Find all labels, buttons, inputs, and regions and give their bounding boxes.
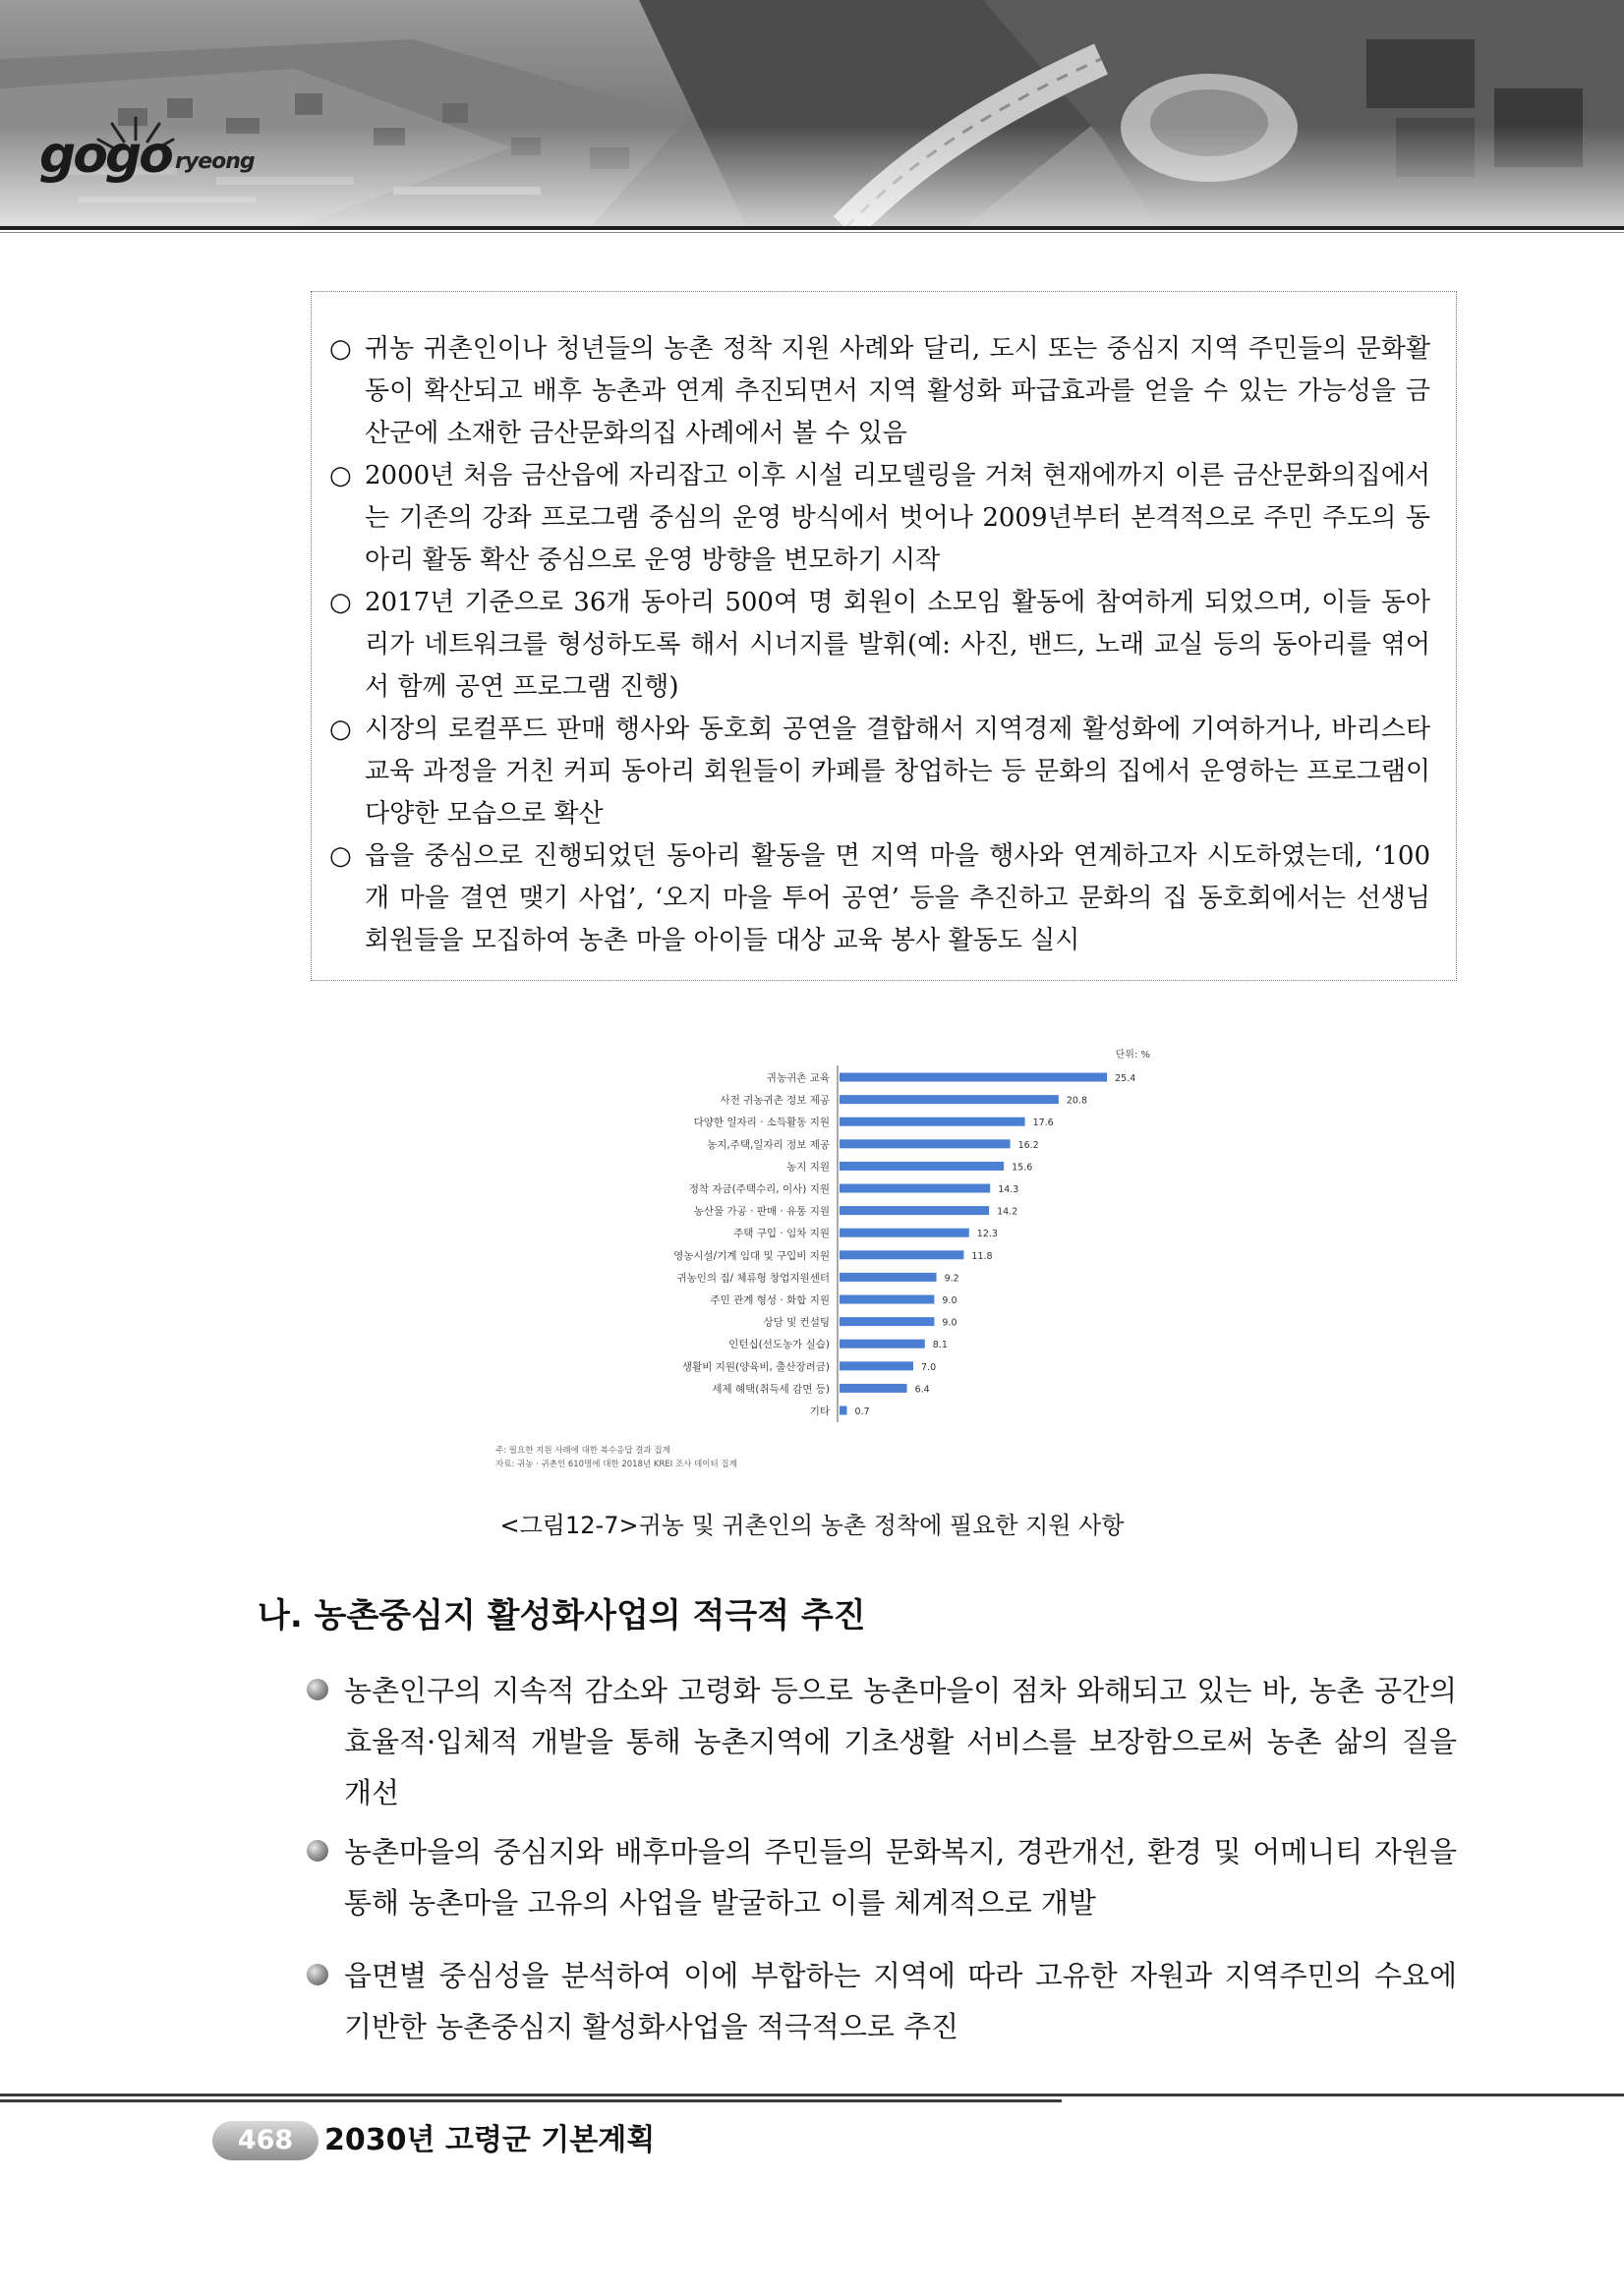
chart-bar [840,1317,934,1326]
circle-bullet-icon: ○ [329,461,352,490]
chart-category-label: 세제 혜택(취득세 감면 등) [712,1383,830,1396]
chart-value-label: 16.2 [1017,1139,1039,1151]
section-title: 나. 농촌중심지 활성화사업의 적극적 추진 [258,1596,866,1636]
section-bullet-2: 농촌마을의 중심지와 배후마을의 주민들의 문화복지, 경관개선, 환경 및 어메니티 자원을 통해 농촌마을 고유의 사업을 발굴하고 이를 체계적으로 개발 [307,1826,1457,1928]
chart-category-label: 기타 [809,1406,830,1417]
chart-bar [840,1184,990,1193]
case-item-3: ○ 2017년 기준으로 36개 동아리 500여 명 회원이 소모임 활동에 참여하게 되었으며, 이들 동아리가 네트워크를 형성하도록 해서 시너지를 발휘(예: 사진, 밴드, 노래 교실 등의 동아리를 엮어서 함께 공연 프로그램 진행) [329,582,1430,709]
circle-bullet-icon: ○ [329,334,352,364]
chart-value-label: 9.0 [942,1317,957,1329]
chart-category-label: 다양한 일자리 · 소득활동 지원 [693,1117,830,1129]
circle-bullet-icon: ○ [329,588,352,617]
section-bullet-3: 읍면별 중심성을 분석하여 이에 부합하는 지역에 따라 고유한 자원과 지역주민의 수요에 기반한 농촌중심지 활성화사업을 적극적으로 추진 [307,1950,1457,2052]
chart-bar [840,1406,847,1415]
chart-bar [840,1384,907,1393]
chart-bar [840,1250,963,1259]
chart-value-label: 12.3 [976,1229,998,1240]
figure-caption: <그림12-7>귀농 및 귀촌인의 농촌 정착에 필요한 지원 사항 [499,1512,1125,1539]
chart-value-label: 9.2 [944,1273,959,1285]
chart-category-label: 귀농인의 집/ 체류형 창업지원센터 [676,1272,830,1285]
support-needs-bar-chart [492,1042,1160,1484]
chart-category-label: 농지,주택,일자리 정보 제공 [707,1138,830,1151]
chart-value-label: 0.7 [854,1406,870,1417]
chart-value-label: 8.1 [932,1340,948,1351]
footer-divider [0,2094,1624,2096]
circle-bullet-icon: ○ [329,715,352,744]
chart-value-label: 7.0 [921,1361,937,1373]
chart-value-label: 9.0 [942,1295,957,1306]
chart-bar [840,1095,1059,1104]
case-item-1: ○ 귀농 귀촌인이나 청년들의 농촌 정착 지원 사례와 달리, 도시 또는 중심지 지역 주민들의 문화활동이 확산되고 배후 농촌과 연계 추진되면서 지역 활성화 파급효과를 얻을 수 있는 가능성을 금산군에 소재한 금산문화의집 사례에서 볼 수 있음 [329,328,1430,455]
chart-category-label: 귀농귀촌 교육 [766,1072,830,1084]
chart-category-label: 주민 관계 형성 · 화합 지원 [710,1294,830,1306]
logo-subtext: ryeong [175,149,255,174]
chart-value-label: 15.6 [1012,1162,1033,1174]
footer-divider-short [0,2099,1062,2102]
chart-value-label: 17.6 [1032,1118,1054,1129]
chart-value-label: 14.2 [997,1206,1018,1218]
round-bullet-icon [307,1840,328,1862]
chart-source-note: 주: 필요한 지원 사례에 대한 복수응답 결과 집계 [495,1446,670,1456]
chart-value-label: 14.3 [998,1184,1019,1195]
case-item-4: ○ 시장의 로컬푸드 판매 행사와 동호회 공연을 결합해서 지역경제 활성화에 기여하거나, 바리스타 교육 과정을 거친 커피 동아리 회원들이 카페를 창업하는 등 문화의 집에서 운영하는 프로그램이 다양한 모습으로 확산 [329,709,1430,835]
chart-value-label: 11.8 [971,1250,993,1262]
chart-category-label: 생활비 지원(양육비, 출산장려금) [681,1360,830,1373]
chart-bar [840,1229,969,1237]
chart-value-label: 25.4 [1115,1073,1136,1084]
chart-bar [840,1206,989,1215]
chart-category-label: 주택 구입 · 임차 지원 [733,1228,830,1240]
section-bullet-1: 농촌인구의 지속적 감소와 고령화 등으로 농촌마을이 점차 와해되고 있는 바, 농촌 공간의 효율적·입체적 개발을 통해 농촌지역에 기초생활 서비스를 보장함으로써 농촌 삶의 질을 개선 [307,1665,1457,1818]
header-divider [0,226,1624,230]
footer-title: 2030년 고령군 기본계획 [324,2123,656,2157]
chart-category-label: 인턴십(선도농가 실습) [728,1339,830,1351]
chart-bar [840,1073,1107,1082]
chart-category-label: 영농시설/기계 임대 및 구입비 지원 [673,1249,830,1262]
chart-bar [840,1162,1004,1171]
chart-value-label: 20.8 [1066,1095,1088,1107]
chart-category-label: 농산물 가공 · 판매 · 유통 지원 [693,1205,830,1218]
chart-category-label: 농지 지원 [786,1161,830,1174]
chart-source-note: 자료: 귀농 · 귀촌인 610명에 대한 2018년 KREI 조사 데이터 집계 [495,1460,737,1469]
chart-value-label: 6.4 [914,1384,930,1396]
chart-category-label: 사전 귀농귀촌 정보 제공 [720,1094,830,1107]
chart-category-label: 정착 자금(주택수리, 이사) 지원 [688,1183,830,1195]
chart-bar [840,1340,925,1349]
chart-bar [840,1273,937,1282]
chart-unit-label: 단위: % [1115,1050,1150,1061]
page-number: 468 [212,2121,319,2160]
circle-bullet-icon: ○ [329,841,352,871]
round-bullet-icon [307,1679,328,1700]
chart-bar [840,1118,1025,1126]
logo-text: gogo [39,126,171,185]
chart-bar [840,1139,1011,1148]
case-item-2: ○ 2000년 처음 금산읍에 자리잡고 이후 시설 리모델링을 거쳐 현재에까지 이른 금산문화의집에서는 기존의 강좌 프로그램 중심의 운영 방식에서 벗어나 2009년부터 본격적으로 주민 주도의 동아리 활동 확산 중심으로 운영 방향을 변모하기 시작 [329,455,1430,582]
chart-bar [840,1295,934,1304]
case-study-box [311,291,1457,981]
round-bullet-icon [307,1964,328,1985]
case-item-5: ○ 읍을 중심으로 진행되었던 동아리 활동을 면 지역 마을 행사와 연계하고자 시도하였는데, ‘100개 마을 결연 맺기 사업’, ‘오지 마을 투어 공연’ 등을 추진하고 문화의 집 동호회에서는 선생님 회원들을 모집하여 농촌 마을 아이들 대상 교육 봉사 활동도 실시 [329,835,1430,962]
chart-bar [840,1361,913,1370]
header-divider-thin [0,232,1624,233]
chart-category-label: 상담 및 컨설팅 [763,1316,830,1329]
